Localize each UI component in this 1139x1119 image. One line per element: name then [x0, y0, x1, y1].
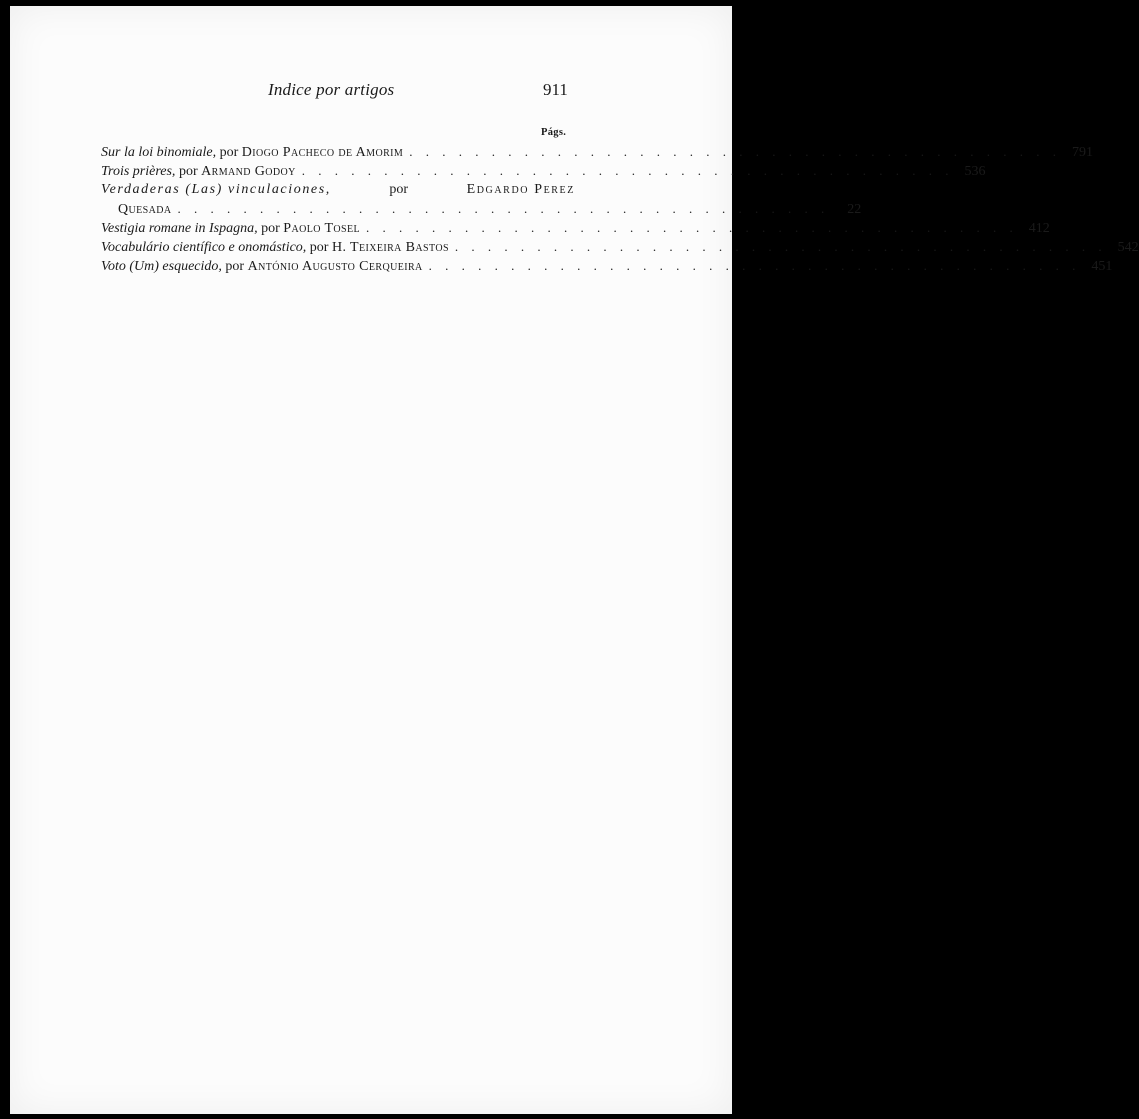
leader-dots: [302, 161, 954, 180]
entry-author: Edgardo Perez: [466, 182, 575, 197]
entry-author: Armand Godoy: [201, 164, 296, 179]
entry-title: Verdaderas (Las) vinculaciones,: [101, 182, 331, 197]
index-entry: [101, 180, 575, 199]
entry-page: 791: [1071, 145, 1093, 160]
index-entry-continuation: [101, 199, 862, 218]
index-entry: [101, 256, 1113, 275]
entry-author: António Augusto Cerqueira: [247, 259, 423, 274]
leader-dots: [366, 218, 1018, 237]
entry-by: por: [225, 259, 245, 274]
entry-title: Vestigia romane in Ispagna,: [101, 221, 258, 236]
entry-by: por: [178, 164, 198, 179]
entry-author: H. Teixeira Bastos: [331, 240, 449, 255]
entry-page: 536: [964, 164, 986, 179]
index-entry: [101, 218, 1050, 237]
entry-by: por: [389, 182, 409, 197]
entry-by: por: [261, 221, 280, 236]
entry-author-continued: Quesada: [118, 202, 172, 217]
index-entry: [101, 142, 1093, 161]
entry-title: Trois prières,: [101, 164, 176, 179]
entry-page: 451: [1091, 259, 1113, 274]
entry-page: 542: [1117, 240, 1139, 255]
entry-by: por: [219, 145, 239, 160]
entry-author: Paolo Tosel: [283, 221, 361, 236]
page-number: 911: [543, 80, 568, 99]
document-page: [10, 6, 1139, 1114]
entry-page: 22: [847, 202, 862, 217]
entry-title: Voto (Um) esquecido,: [101, 259, 222, 274]
leader-dots: [177, 199, 829, 218]
pages-column-label: Págs.: [541, 127, 567, 138]
leader-dots: [455, 237, 1107, 256]
entry-page: 412: [1028, 221, 1050, 236]
index-entry: [101, 161, 986, 180]
entry-author: Diogo Pacheco de Amorim: [241, 145, 404, 160]
index-entry: [101, 237, 1139, 256]
leader-dots: [429, 256, 1081, 275]
leader-dots: [409, 142, 1061, 161]
entry-title: Vocabulário científico e onomástico,: [101, 240, 307, 255]
entry-by: por: [309, 240, 329, 255]
page-header-title: Indice por artigos: [268, 80, 395, 99]
entry-title: Sur la loi binomiale,: [101, 145, 217, 160]
index-entries: [101, 142, 1139, 275]
